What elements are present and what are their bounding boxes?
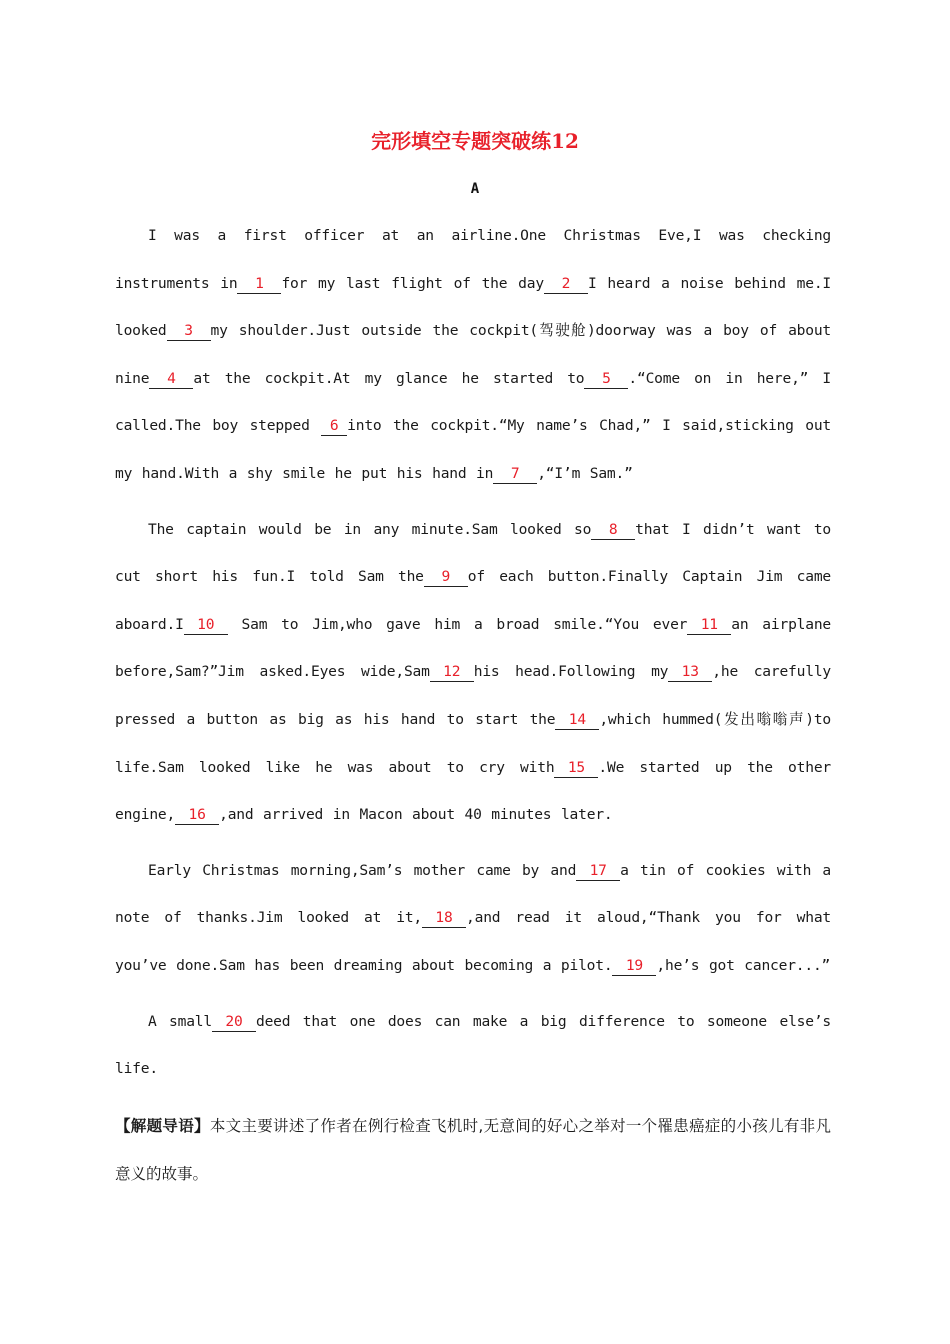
page-title: 完形填空专题突破练12 — [371, 129, 579, 153]
passage-text: A small — [148, 1012, 212, 1030]
blank-9[interactable]: 9 — [424, 568, 468, 587]
blank-1[interactable]: 1 — [237, 275, 281, 294]
guide-label: 【解题导语】 — [115, 1117, 210, 1135]
passage-text: ,he carefully pressed a button as big as his hand to start the — [115, 663, 831, 728]
blank-6[interactable]: 6 — [321, 417, 347, 436]
passage-paragraph — [115, 998, 831, 1093]
passage-text: my shoulder.Just outside the cockpit(驾驶舱)doorway was a boy of about nine — [115, 322, 831, 387]
blank-17[interactable]: 17 — [576, 862, 620, 881]
guide-text: 本文主要讲述了作者在例行检查飞机时,无意间的好心之举对一个罹患癌症的小孩儿有非凡意义的故事。 — [115, 1117, 831, 1183]
blank-7[interactable]: 7 — [493, 465, 537, 484]
passage-text: a tin of cookies with a note of thanks.Jim looked at it, — [115, 861, 832, 927]
passage-text: Sam to Jim,who gave him a broad smile.“You ever — [227, 615, 688, 633]
passage-text: I heard a noise behind me.I looked — [115, 274, 831, 340]
passage-text: of each button.Finally Captain Jim came aboard.I — [115, 568, 831, 633]
blank-15[interactable]: 15 — [554, 759, 598, 778]
passage-text: Early Christmas morning,Sam’s mother came by and — [148, 861, 577, 879]
blank-3[interactable]: 3 — [167, 322, 211, 341]
passage-paragraph — [115, 506, 831, 839]
passage-text: into the cockpit.“My name’s Chad,” I said,sticking out my hand.With a shy smile he put his hand in — [115, 417, 831, 482]
blank-8[interactable]: 8 — [591, 521, 635, 540]
cloze-passage — [115, 212, 831, 1101]
passage-text: ,and arrived in Macon about 40 minutes later. — [219, 806, 613, 824]
passage-text: his head.Following my — [473, 663, 669, 681]
passage-text: an airplane before,Sam?”Jim asked.Eyes wide,Sam — [115, 615, 831, 681]
blank-18[interactable]: 18 — [422, 909, 466, 928]
passage-text: for my last flight of the day — [281, 274, 544, 292]
blank-5[interactable]: 5 — [584, 370, 628, 389]
reading-guide — [115, 1103, 831, 1198]
blank-4[interactable]: 4 — [149, 370, 193, 389]
blank-19[interactable]: 19 — [612, 957, 656, 976]
passage-text: ,which hummed(发出嗡嗡声)to life.Sam looked like he was about to cry with — [115, 710, 831, 776]
section-heading: A — [470, 181, 480, 197]
passage-text: at the cockpit.At my glance he started to — [193, 369, 585, 387]
passage-text: .We started up the other engine, — [115, 758, 831, 824]
passage-text: ,“I’m Sam.” — [537, 464, 633, 482]
blank-2[interactable]: 2 — [544, 275, 588, 294]
blank-20[interactable]: 20 — [212, 1013, 256, 1032]
passage-paragraph — [115, 212, 831, 498]
passage-text: deed that one does can make a big difference to someone else’s life. — [115, 1012, 831, 1078]
blank-12[interactable]: 12 — [430, 663, 474, 682]
blank-13[interactable]: 13 — [668, 663, 712, 682]
blank-16[interactable]: 16 — [175, 806, 219, 825]
passage-text: The captain would be in any minute.Sam looked so — [148, 520, 592, 538]
blank-11[interactable]: 11 — [687, 616, 731, 635]
passage-paragraph — [115, 847, 831, 990]
passage-text: .“Come on in here,” I called.The boy stepped — [115, 369, 831, 435]
passage-text: I was a first officer at an airline.One Christmas Eve,I was checking instruments in — [115, 227, 831, 292]
blank-10[interactable]: 10 — [184, 616, 228, 635]
blank-14[interactable]: 14 — [555, 711, 599, 730]
passage-text: ,he’s got cancer...” — [656, 956, 831, 974]
passage-text: ,and read it aloud,“Thank you for what you’ve done.Sam has been dreaming about becoming a pilot. — [115, 909, 831, 974]
passage-text: that I didn’t want to cut short his fun.I told Sam the — [115, 520, 831, 586]
